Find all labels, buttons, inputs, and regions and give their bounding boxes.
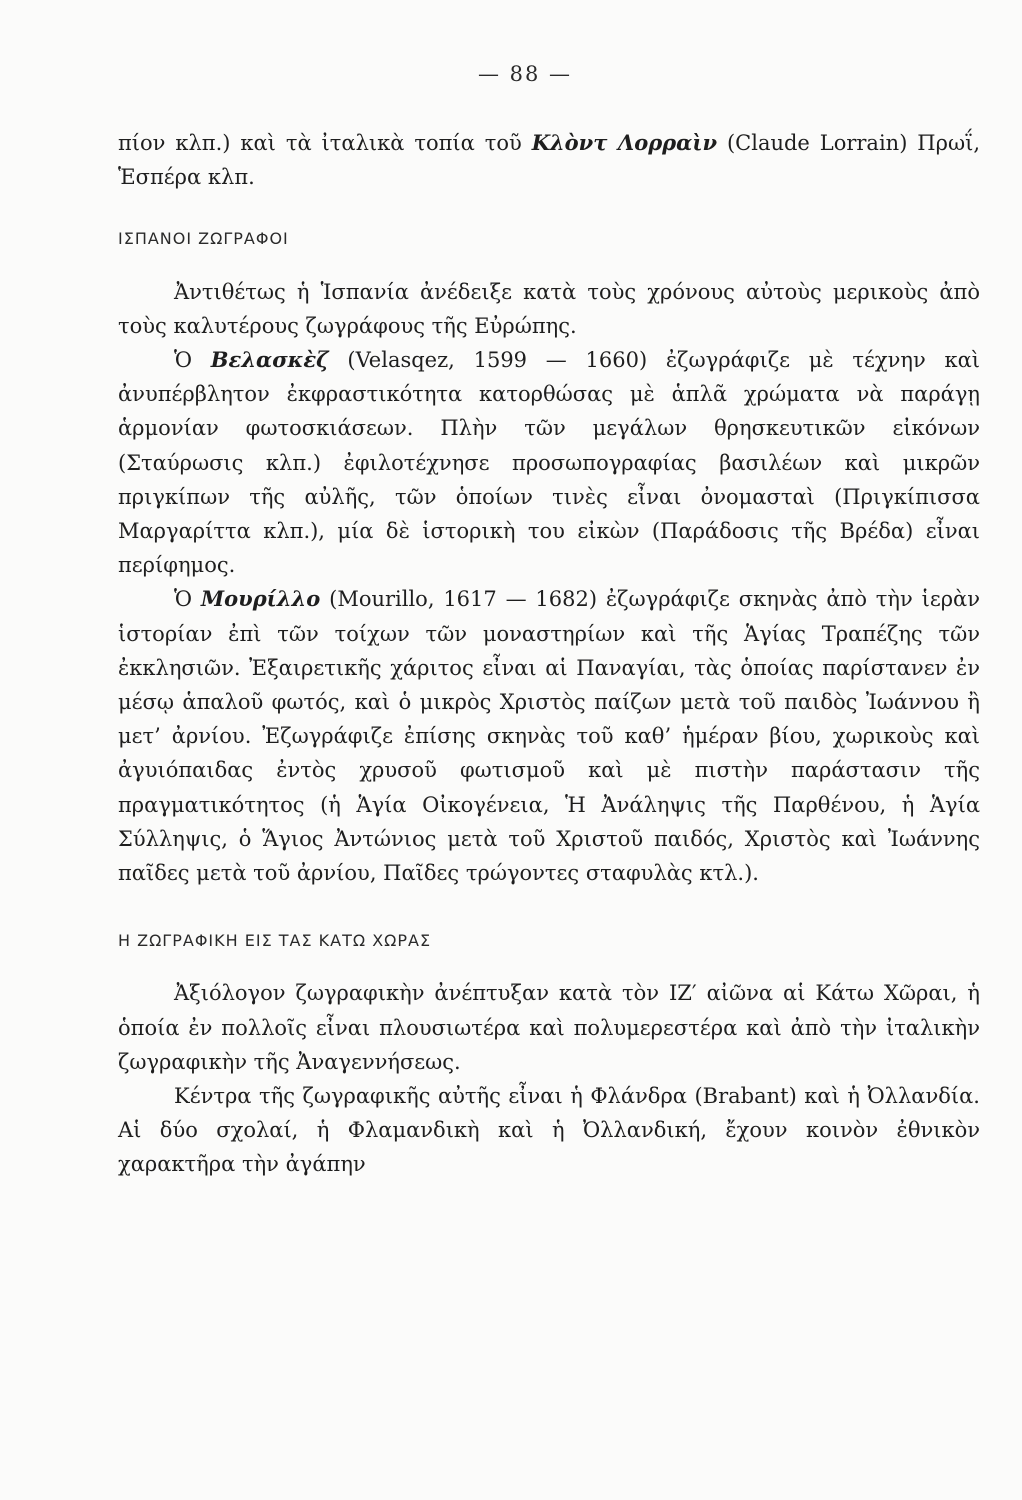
paragraph-continuation xyxy=(118,126,980,194)
paragraph-spain-intro: Ἀντιθέτως ἡ Ἱσπανία ἀνέδειξε κατὰ τοὺς χρόνους αὐτοὺς μερικοὺς ἀπὸ τοὺς καλυτέρους ζωγράφους τῆς Εὐρώπης. xyxy=(118,279,980,338)
section-heading-low-countries: Η ΖΩΓΡΑΦΙΚΗ ΕΙΣ ΤΑΣ ΚΑΤΩ ΧΩΡΑΣ xyxy=(118,931,432,951)
page-number: — 88 — xyxy=(477,62,573,86)
painter-name-murillo: Μουρίλλο xyxy=(200,586,321,612)
paragraph-murillo xyxy=(118,582,980,890)
para3-text-end: (Mourillo, 1617 — 1682) ἐζωγράφιζε σκηνὰς ἀπὸ τὴν ἱερὰν ἱστορίαν ἐπὶ τῶν τοίχων τῶν μοναστηρίων καὶ τῆς Ἁγίας Τραπέζης τῶν ἐκκλησιῶν. Ἐξαιρετικῆς χάριτος εἶναι αἱ Παναγίαι, τὰς ὁποίας παρίστανεν ἐν μέσῳ ἁπαλοῦ φωτός, καὶ ὁ μικρὸς Χριστὸς παίζων μετὰ τοῦ παιδὸς Ἰωάννου ἢ μετ’ ἀρνίου. Ἐζωγράφιζε ἐπίσης σκηνὰς τοῦ καθ’ ἡμέραν βίου, χωρικοὺς καὶ ἀγυιόπαιδας ἐντὸς χρυσοῦ φωτισμοῦ καὶ μὲ πιστὴν παράστασιν τῆς πραγματικότητος (ἡ Ἁγία Οἰκογένεια, Ἡ Ἀνάληψις τῆς Παρθένου, ἡ Ἁγία Σύλληψις, ὁ Ἅγιος Ἀντώνιος μετὰ τοῦ Χριστοῦ παιδός, Χριστὸς καὶ Ἰωάννης παῖδες μετὰ τοῦ ἀρνίου, Παῖδες τρώγοντες σταφυλὰς κτλ.). xyxy=(118,587,980,886)
para0-text-end: (Claude Lorrain) Πρωΐ, Ἑσπέρα κλπ. xyxy=(118,131,980,190)
para2-text-end: (Velasqez, 1599 — 1660) ἐζωγράφιζε μὲ τέχνην καὶ ἀνυπέρβλητον ἐκφραστικότητα κατορθώσας μὲ ἁπλᾶ χρώματα νὰ παράγῃ ἁρμονίαν φωτοσκιάσεων. Πλὴν τῶν μεγάλων θρησκευτικῶν εἰκόνων (Σταύρωσις κλπ.) ἐφιλοτέχνησε προσωπογραφίας βασιλέων καὶ μικρῶν πριγκίπων τῆς αὐλῆς, τῶν ὁποίων τινὲς εἶναι ὀνομασταὶ (Πριγκίπισσα Μαργαρίττα κλπ.), μία δὲ ἱστορικὴ του εἰκὼν (Παράδοσις τῆς Βρέδα) εἶναι περίφημος. xyxy=(118,348,980,578)
painter-name-lorrain: Κλὸντ Λορραὶν xyxy=(531,130,718,155)
para0-text-start: πίον κλπ.) καὶ τὰ ἰταλικὰ τοπία τοῦ xyxy=(118,131,532,155)
paragraph-flanders-holland: Κέντρα τῆς ζωγραφικῆς αὐτῆς εἶναι ἡ Φλάνδρα (Brabant) καὶ ἡ Ὀλλανδία. Αἱ δύο σχολαί, ἡ Φλαμανδικὴ καὶ ἡ Ὀλλανδική, ἔχουν κοινὸν ἐθνικὸν χαρακτῆρα τὴν ἀγάπην xyxy=(118,1084,980,1177)
para2-text-start: Ὁ xyxy=(174,348,211,373)
section-heading-spanish-painters: ΙΣΠΑΝΟΙ ΖΩΓΡΑΦΟΙ xyxy=(118,229,289,249)
page-body xyxy=(118,126,980,1182)
paragraph-velasquez xyxy=(118,343,980,582)
para3-text-start: Ὁ xyxy=(174,587,201,612)
paragraph-low-countries-intro: Ἀξιόλογον ζωγραφικὴν ἀνέπτυξαν κατὰ τὸν ΙΖ′ αἰῶνα αἱ Κάτω Χῶραι, ἡ ὁποία ἐν πολλοῖς εἶναι πλουσιωτέρα καὶ πολυμερεστέρα καὶ ἀπὸ τὴν ἰταλικὴν ζωγραφικὴν τῆς Ἀναγεννήσεως. xyxy=(118,981,980,1074)
painter-name-velasquez: Βελασκὲζ xyxy=(210,347,329,373)
